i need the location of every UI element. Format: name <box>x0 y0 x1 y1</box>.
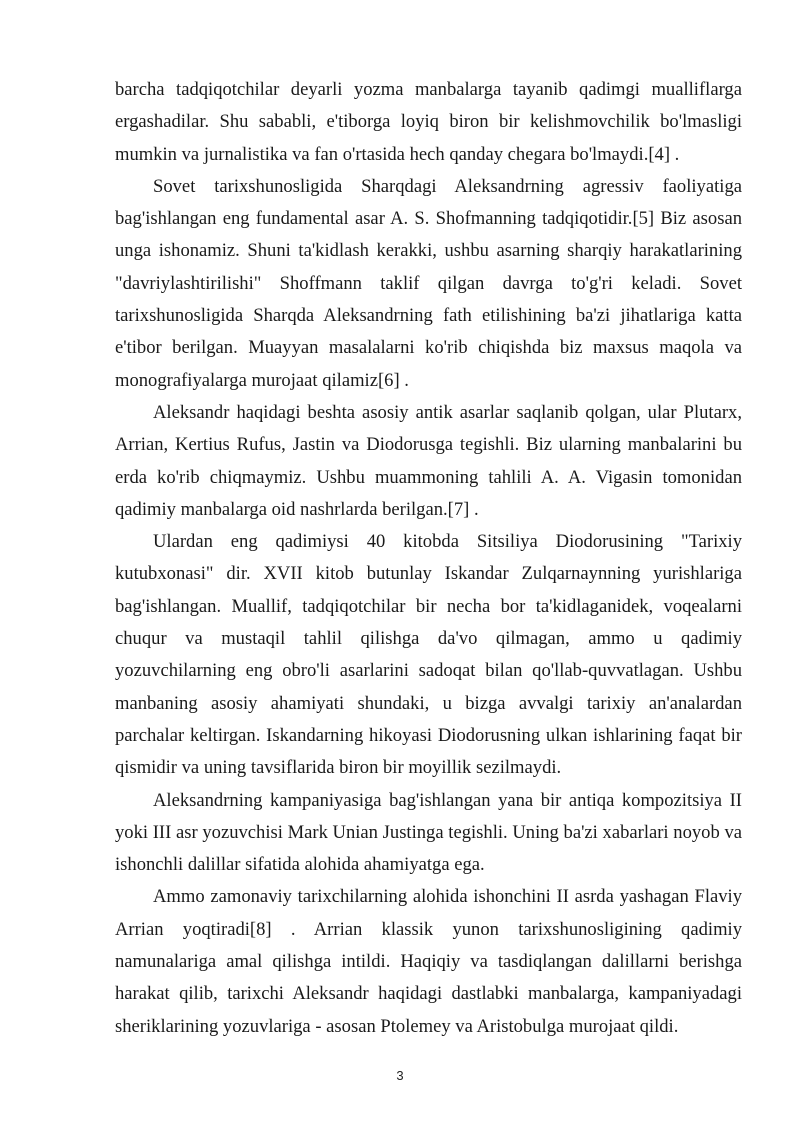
paragraph-justin: Aleksandrning kampaniyasiga bag'ishlangan yana bir antiqa kompozitsiya II yoki III asr yozuvchisi Mark Unian Justinga tegishli. Uning ba'zi xabarlari noyob va ishonchli dalillar sifatida alohida ahamiyatga ega. <box>115 789 742 876</box>
paragraph-diodorus: Ulardan eng qadimiysi 40 kitobda Sitsiliya Diodorusining "Tarixiy kutubxonasi" dir. XVII kitob butunlay Iskandar Zulqarnaynning yurishlariga bag'ishlangan. Muallif, tadqiqotchilar bir necha bor ta'kidlaganidek, voqealarni chuqur va mustaqil tahlil qilishga da'vo qilmagan, ammo u qadimiy yozuvchilarning eng obro'li asarlarini sadoqat bilan qo'llab-quvvatlagan. Ushbu manbaning asosiy ahamiyati shundaki, u bizga avvalgi tarixiy an'analardan parchalar keltirgan. Iskandarning hikoyasi Diodorusning ulkan ishlarining faqat bir qismidir va uning tavsiflarida biron bir moyillik sezilmaydi. <box>115 531 742 779</box>
page-number: 3 <box>396 1068 404 1083</box>
body-text <box>115 74 742 1043</box>
paragraph-antique-works: Aleksandr haqidagi beshta asosiy antik asarlar saqlanib qolgan, ular Plutarx, Arrian, Kertius Rufus, Jastin va Diodorusga tegishli. Biz ularning manbalarini bu erda ko'rib chiqmaymiz. Ushbu muammoning tahlili A. A. Vigasin tomonidan qadimiy manbalarga oid nashrlarda berilgan.[7] . <box>115 401 742 520</box>
paragraph-arrian: Ammo zamonaviy tarixchilarning alohida ishonchini II asrda yashagan Flaviy Arrian yoqtiradi[8] . Arrian klassik yunon tarixshunosligining qadimiy namunalariga amal qilishga intildi. Haqiqiy va tasdiqlangan dalillarni berishga harakat qilib, tarixchi Aleksandr haqidagi dastlabki manbalarga, kampaniyadagi sheriklarining yozuvlariga - asosan Ptolemey va Aristobulga murojaat qildi. <box>115 886 742 1037</box>
paragraph-shofman: Sovet tarixshunosligida Sharqdagi Aleksandrning agressiv faoliyatiga bag'ishlangan eng fundamental asar A. S. Shofmanning tadqiqotidir.[5] Biz asosan unga ishonamiz. Shuni ta'kidlash kerakki, ushbu asarning sharqiy harakatlarining "davriylashtirilishi" Shoffmann taklif qilgan davrga to'g'ri keladi. Sovet tarixshunosligida Sharqda Aleksandrning fath etilishining ba'zi jihatlariga katta e'tibor berilgan. Muayyan masalalarni ko'rib chiqishda biz maxsus maqola va monografiyalarga murojaat qilamiz[6] . <box>115 175 742 391</box>
paragraph-continuation: barcha tadqiqotchilar deyarli yozma manbalarga tayanib qadimgi mualliflarga ergashadilar. Shu sababli, e'tiborga loyiq biron bir kelishmovchilik bo'lmasligi mumkin va jurnalistika va fan o'rtasida hech qanday chegara bo'lmaydi.[4] . <box>115 79 742 165</box>
